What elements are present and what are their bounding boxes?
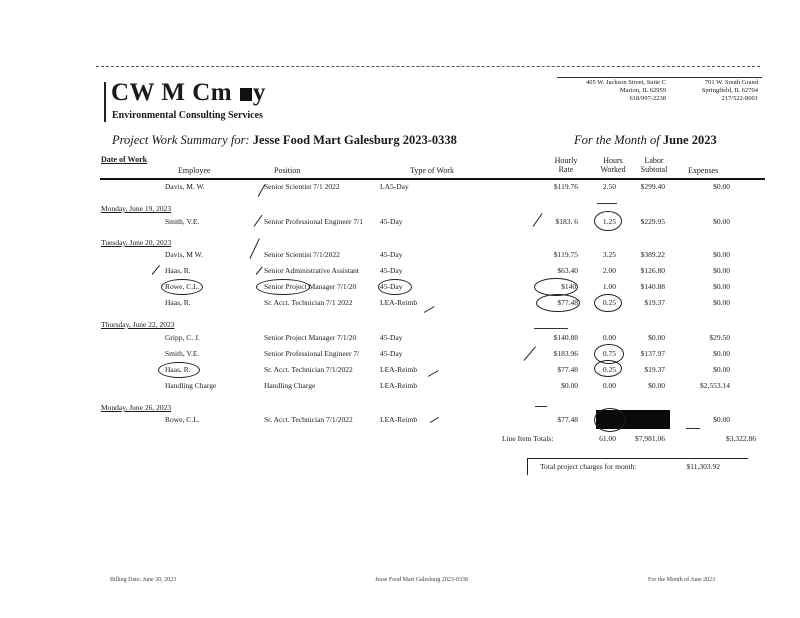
company-name: CW M Cm — [111, 79, 233, 106]
handwritten-dash — [534, 328, 568, 329]
row-rate: $0.00 — [561, 381, 578, 390]
row-type: LEA-Reimb — [380, 415, 418, 424]
handwritten-dash — [535, 406, 547, 407]
row-expenses: $0.00 — [713, 298, 730, 307]
office1-line2: Marion, IL 62959 — [619, 87, 666, 94]
row-type: 45-Day — [380, 282, 403, 291]
office2-line3: 217/522-8001 — [721, 95, 758, 102]
row-type: 45-Day — [380, 349, 403, 358]
footer-month: For the Month of June 2023 — [648, 577, 716, 583]
row-labor: $19.37 — [644, 365, 665, 374]
total-expenses: $3,322.86 — [726, 434, 756, 443]
row-hours: 3.25 — [602, 250, 616, 259]
date-heading: Monday, June 19, 2023 — [101, 204, 172, 213]
date-heading: Tuesday, June 20, 2023 — [101, 238, 172, 247]
row-rate: $77.48 — [557, 365, 578, 374]
handwritten-circle — [536, 294, 580, 312]
title-prefix: Project Work Summary for: — [112, 133, 250, 147]
letterhead-bar — [104, 82, 106, 122]
row-expenses: $0.00 — [713, 365, 730, 374]
row-position: Senior Project Manager 7/1/20 — [264, 333, 357, 342]
handwritten-check — [428, 370, 439, 377]
row-hours: 0.00 — [602, 381, 616, 390]
office2-line2: Springfield, IL 62704 — [701, 87, 758, 94]
row-position: Senior Scientist 7/1 2022 — [264, 182, 340, 191]
row-rate: $63.40 — [557, 266, 578, 275]
row-expenses: $0.00 — [713, 182, 730, 191]
row-hours: 0.25 — [602, 365, 616, 374]
office2-line1: 701 W. South Grand — [704, 79, 758, 86]
row-position: Sr. Acct. Technician 7/1 2022 — [264, 298, 353, 307]
row-labor: $140.88 — [640, 282, 665, 291]
handwritten-circle — [161, 279, 203, 295]
row-expenses: $0.00 — [713, 250, 730, 259]
row-employee: Gripp, C. J. — [165, 333, 200, 342]
row-hours: 2.50 — [602, 182, 616, 191]
row-position: Senior Scientist 7/1/2022 — [264, 250, 340, 259]
office-address-1 — [560, 79, 666, 103]
row-type: 45-Day — [380, 250, 403, 259]
row-rate: $140.88 — [553, 333, 578, 342]
project-total-label: Total project charges for month: — [540, 462, 637, 471]
row-employee: Smith, V.E. — [165, 349, 200, 358]
col-employee: Employee — [178, 166, 211, 175]
total-labor: $7,981.06 — [635, 434, 665, 443]
scan-top-marks — [96, 66, 760, 67]
row-employee: Davis, M. W. — [165, 182, 205, 191]
row-position: Sr. Acct. Technician 7/1/2022 — [264, 415, 353, 424]
row-type: 45-Day — [380, 333, 403, 342]
row-employee: Davis, M W. — [165, 250, 203, 259]
date-heading: Thursday, June 22, 2023 — [101, 320, 175, 329]
handwritten-circle — [378, 279, 412, 295]
row-hours: 2.00 — [602, 266, 616, 275]
row-employee: Haas, R. — [165, 266, 191, 275]
row-expenses: $0.00 — [713, 266, 730, 275]
handwritten-circle — [594, 360, 622, 377]
month-prefix: For the Month of — [574, 133, 660, 147]
line-item-totals-label: Line Item Totals: — [502, 434, 554, 443]
row-rate: $140. — [561, 282, 578, 291]
row-labor: $229.95 — [640, 217, 665, 226]
col-expenses: Expenses — [688, 166, 719, 175]
report-month — [574, 133, 717, 148]
row-labor: $19.37 — [644, 298, 665, 307]
row-position: Senior Professional Engineer 7/1 — [264, 217, 363, 226]
row-hours: 1.00 — [602, 282, 616, 291]
header-rule — [100, 178, 765, 180]
month-value: June 2023 — [662, 133, 717, 147]
project-total-value: $11,303.92 — [686, 462, 720, 471]
office1-line1: 405 W. Jackson Street, Suite C — [586, 79, 666, 86]
footer-project: Jesse Food Mart Galesburg 2023-0338 — [375, 577, 468, 583]
row-rate: $77.48 — [557, 415, 578, 424]
col-date: Date of Work — [101, 155, 148, 164]
total-hours: 61.00 — [599, 434, 616, 443]
row-hours: 0.75 — [602, 349, 616, 358]
row-expenses: $0.00 — [713, 282, 730, 291]
row-labor: $137.97 — [640, 349, 665, 358]
row-expenses: $0.00 — [713, 349, 730, 358]
row-hours: 1.25 — [602, 217, 616, 226]
row-rate: $183. 6 — [555, 217, 578, 226]
footer-billing-date: Billing Date: June 30, 2023 — [110, 577, 177, 583]
handwritten-circle — [158, 362, 200, 378]
row-type: LEA-Reimb — [380, 381, 418, 390]
handwritten-dash — [597, 203, 617, 204]
row-type: LEA-Reimb — [380, 298, 418, 307]
row-expenses: $29.50 — [709, 333, 730, 342]
row-labor: $0.00 — [648, 333, 665, 342]
handwritten-circle — [256, 279, 310, 295]
address-rule — [557, 77, 762, 78]
company-tagline: Environmental Consulting Services — [112, 110, 263, 121]
handwritten-check — [152, 265, 160, 275]
col-hours: Hours Worked — [600, 156, 626, 174]
handwritten-circle — [594, 408, 626, 432]
row-expenses: $2,553.14 — [700, 381, 730, 390]
row-rate: $183.96 — [553, 349, 578, 358]
redaction-mark — [240, 88, 252, 101]
row-type: 45-Day — [380, 266, 403, 275]
handwritten-circle — [594, 211, 622, 231]
row-employee: Haas, R. — [165, 298, 191, 307]
row-rate: $119.75 — [553, 250, 578, 259]
row-type: 45-Day — [380, 217, 403, 226]
row-labor: $0.00 — [648, 381, 665, 390]
office-address-2 — [670, 79, 758, 103]
row-employee: Haas, R. — [165, 365, 191, 374]
row-type: LA5-Day — [380, 182, 409, 191]
row-labor: $299.40 — [640, 182, 665, 191]
row-position: Senior Professional Engineer 7/ — [264, 349, 360, 358]
row-labor: $126.80 — [640, 266, 665, 275]
row-position: Senior Project Manager 7/1/20 — [264, 282, 357, 291]
company-logo — [111, 79, 266, 107]
company-name-tail: y — [252, 79, 266, 106]
row-expenses: $0.00 — [713, 217, 730, 226]
row-rate: $119.76 — [553, 182, 578, 191]
col-labor: Labor Subtotal — [640, 156, 668, 174]
row-position: Senior Administrative Assistant — [264, 266, 359, 275]
row-employee: Rowe, C.L. — [165, 415, 200, 424]
col-position: Position — [274, 166, 301, 175]
handwritten-check — [256, 267, 263, 275]
office1-line3: 618/997-2238 — [629, 95, 666, 102]
col-type: Type of Work — [410, 166, 454, 175]
row-hours: 0.00 — [602, 333, 616, 342]
handwritten-dash — [686, 428, 700, 429]
row-expenses: $0.00 — [713, 415, 730, 424]
row-position: Handling Charge — [264, 381, 316, 390]
handwritten-check — [250, 238, 260, 258]
row-type: LEA-Reimb — [380, 365, 418, 374]
project-name: Jesse Food Mart Galesburg 2023-0338 — [252, 133, 457, 147]
row-rate: $77.48 — [557, 298, 578, 307]
row-employee: Handling Charge — [165, 381, 217, 390]
date-heading: Monday, June 26, 2023 — [101, 403, 172, 412]
row-employee: Smith, V.E. — [165, 217, 200, 226]
row-position: Sr. Acct. Technician 7/1/2022 — [264, 365, 353, 374]
row-labor: $389.22 — [640, 250, 665, 259]
report-title — [112, 133, 457, 148]
handwritten-check — [254, 215, 263, 227]
row-hours: 0.25 — [602, 298, 616, 307]
handwritten-check — [424, 306, 435, 313]
handwritten-circle — [594, 294, 622, 312]
row-employee: Rowe, C.L. — [165, 282, 200, 291]
col-rate: Hourly Rate — [554, 156, 578, 174]
handwritten-check — [430, 417, 439, 423]
